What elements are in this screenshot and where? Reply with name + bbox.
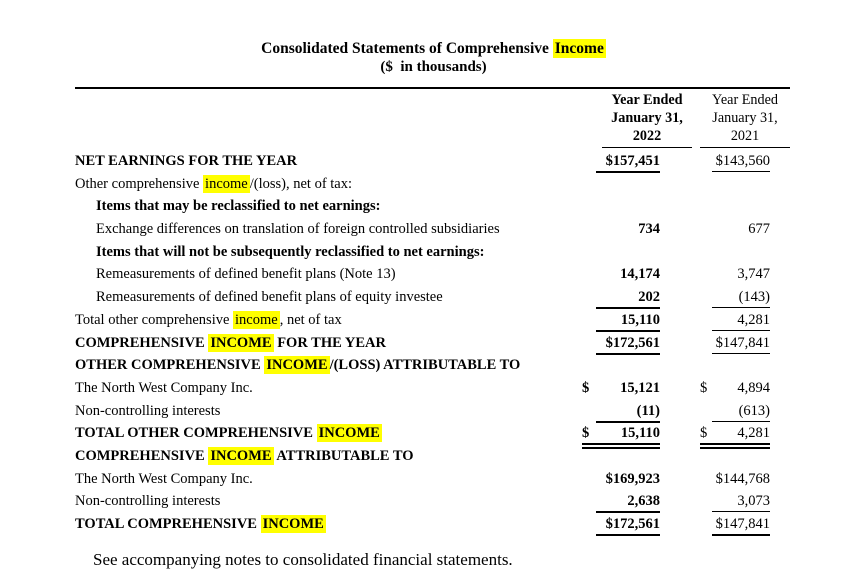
amount-2021	[680, 218, 790, 241]
table-row	[75, 309, 790, 332]
row-label-text: TOTAL COMPREHENSIVE	[75, 516, 261, 532]
row-label-text: Other comprehensive	[75, 175, 204, 192]
amount-value: $147,841	[712, 516, 770, 536]
amount-value	[582, 380, 660, 398]
amount-value: $172,561	[596, 335, 660, 355]
row-label	[75, 445, 570, 468]
amount-number: 15,110	[620, 425, 660, 442]
footer-note: See accompanying notes to consolidated financial statements.	[93, 549, 513, 569]
amount-value: 14,174	[620, 266, 660, 283]
amount-2022	[570, 377, 672, 400]
amount-number: 15,121	[620, 379, 660, 396]
amount-2021	[680, 332, 790, 355]
page-subtitle: ($ in thousands)	[380, 59, 487, 75]
dollar-sign: $	[582, 379, 590, 396]
table-row	[75, 490, 790, 513]
page-title	[0, 0, 867, 58]
search-highlight: INCOME	[262, 516, 324, 532]
amount-value	[700, 380, 770, 398]
statement-table	[75, 87, 790, 536]
table-row	[75, 332, 790, 355]
row-label	[75, 332, 570, 355]
amount-2022	[570, 286, 672, 309]
amount-value: $143,560	[712, 153, 770, 172]
amount-2021	[680, 400, 790, 423]
dollar-sign: $	[582, 425, 590, 442]
row-label	[75, 422, 570, 445]
amount-value: (143)	[712, 289, 770, 308]
column-header-line: January 31,	[611, 110, 683, 126]
row-label-text: Remeasurements of defined benefit plans (Note 13)	[96, 266, 396, 283]
amount-value: $169,923	[605, 470, 660, 487]
amount-2021	[680, 377, 790, 400]
table-row	[75, 354, 790, 377]
amount-value: 15,110	[596, 312, 660, 332]
column-header-2022	[602, 91, 692, 148]
amount-2021	[680, 263, 790, 286]
amount-2022	[570, 513, 672, 536]
row-label-text: NET EARNINGS FOR THE YEAR	[75, 153, 298, 169]
table-header	[75, 87, 790, 148]
table-row	[75, 377, 790, 400]
table-row	[75, 422, 790, 445]
row-label	[75, 150, 570, 173]
row-label	[75, 173, 570, 196]
row-label-text: Items that may be reclassified to net earnings:	[96, 198, 381, 215]
row-label	[75, 241, 570, 264]
amount-value	[700, 425, 770, 449]
row-label-text: Remeasurements of defined benefit plans of equity investee	[96, 289, 443, 306]
amount-2021	[680, 513, 790, 536]
amount-value	[582, 425, 660, 449]
row-label-text: /(loss), net of tax:	[249, 175, 353, 192]
row-label-text: COMPREHENSIVE	[75, 334, 209, 351]
amount-value: 3,073	[712, 493, 770, 512]
search-highlight: INCOME	[210, 447, 272, 464]
dollar-sign: $	[700, 425, 708, 442]
row-label-text: Exchange differences on translation of foreign controlled subsidiaries	[96, 221, 500, 238]
row-label	[75, 377, 570, 400]
column-header-line: 2022	[632, 128, 662, 144]
row-label-text: Total other comprehensive	[75, 311, 234, 328]
amount-2021	[680, 150, 790, 173]
row-label-text: OTHER COMPREHENSIVE	[75, 357, 265, 374]
amount-value: $172,561	[596, 516, 660, 536]
row-label	[75, 263, 570, 286]
table-row	[75, 218, 790, 241]
amount-2022	[570, 468, 672, 491]
amount-value: 4,281	[712, 312, 770, 331]
table-row	[75, 173, 790, 196]
amount-2022	[570, 218, 672, 241]
row-label	[75, 513, 570, 536]
amount-number: 4,281	[737, 425, 770, 442]
table-row	[75, 241, 790, 264]
amount-value: 3,747	[737, 266, 770, 283]
row-label	[75, 195, 570, 218]
table-row	[75, 195, 790, 218]
row-label-text: TOTAL OTHER COMPREHENSIVE	[75, 425, 317, 442]
table-row	[75, 286, 790, 309]
search-highlight: Income	[554, 40, 604, 57]
amount-2022	[570, 490, 672, 513]
amount-2021	[680, 309, 790, 332]
row-label	[75, 490, 570, 513]
dollar-sign: $	[700, 379, 708, 396]
table-row	[75, 400, 790, 423]
table-row	[75, 513, 790, 536]
row-label	[75, 354, 570, 377]
amount-value: $157,451	[596, 153, 660, 173]
search-highlight: INCOME	[318, 425, 380, 442]
amount-2022	[570, 150, 672, 173]
amount-value: $147,841	[712, 335, 770, 354]
table-row	[75, 468, 790, 491]
row-label-text: , net of tax	[279, 311, 342, 328]
search-highlight: income	[205, 175, 248, 192]
amount-2022	[570, 332, 672, 355]
table-row	[75, 150, 790, 173]
amount-2022	[570, 263, 672, 286]
search-highlight: INCOME	[266, 357, 328, 374]
row-label-text: /(LOSS) ATTRIBUTABLE TO	[329, 357, 521, 374]
amount-value: $144,768	[715, 470, 770, 487]
column-header-line: 2021	[730, 128, 760, 144]
column-header-line: Year Ended	[611, 92, 683, 108]
search-highlight: income	[235, 311, 278, 328]
amount-value: 677	[748, 221, 770, 238]
column-header-line: January 31,	[712, 110, 778, 126]
row-label-text: FOR THE YEAR	[273, 334, 386, 351]
amount-2022	[570, 309, 672, 332]
row-label-text: The North West Company Inc.	[75, 470, 253, 487]
row-label	[75, 468, 570, 491]
amount-2022	[570, 400, 672, 423]
amount-2021	[680, 468, 790, 491]
row-label-text: Non-controlling interests	[75, 493, 221, 510]
column-header-2021	[700, 91, 790, 148]
amount-2021	[680, 422, 790, 449]
row-label-text: Non-controlling interests	[75, 402, 221, 419]
amount-value: 734	[638, 221, 660, 238]
row-label-text: Items that will not be subsequently reclassified to net earnings:	[96, 243, 485, 260]
amount-number: 4,894	[737, 379, 770, 396]
row-label	[75, 286, 570, 309]
row-label-text: The North West Company Inc.	[75, 379, 253, 396]
page-title-text: Consolidated Statements of Comprehensive	[261, 40, 553, 57]
row-label-text: COMPREHENSIVE	[75, 447, 209, 464]
amount-value: (11)	[596, 403, 660, 423]
header-spacer	[75, 91, 602, 148]
amount-2022	[570, 422, 672, 449]
table-row	[75, 263, 790, 286]
row-label	[75, 218, 570, 241]
column-header-line: Year Ended	[712, 92, 778, 108]
amount-value: 202	[596, 289, 660, 309]
row-label	[75, 400, 570, 423]
search-highlight: INCOME	[210, 334, 272, 351]
row-label-text: ATTRIBUTABLE TO	[273, 447, 414, 464]
table-body	[75, 148, 790, 536]
row-label	[75, 309, 570, 332]
amount-value: 2,638	[596, 493, 660, 513]
amount-value: (613)	[712, 403, 770, 422]
amount-2021	[680, 286, 790, 309]
amount-2021	[680, 490, 790, 513]
